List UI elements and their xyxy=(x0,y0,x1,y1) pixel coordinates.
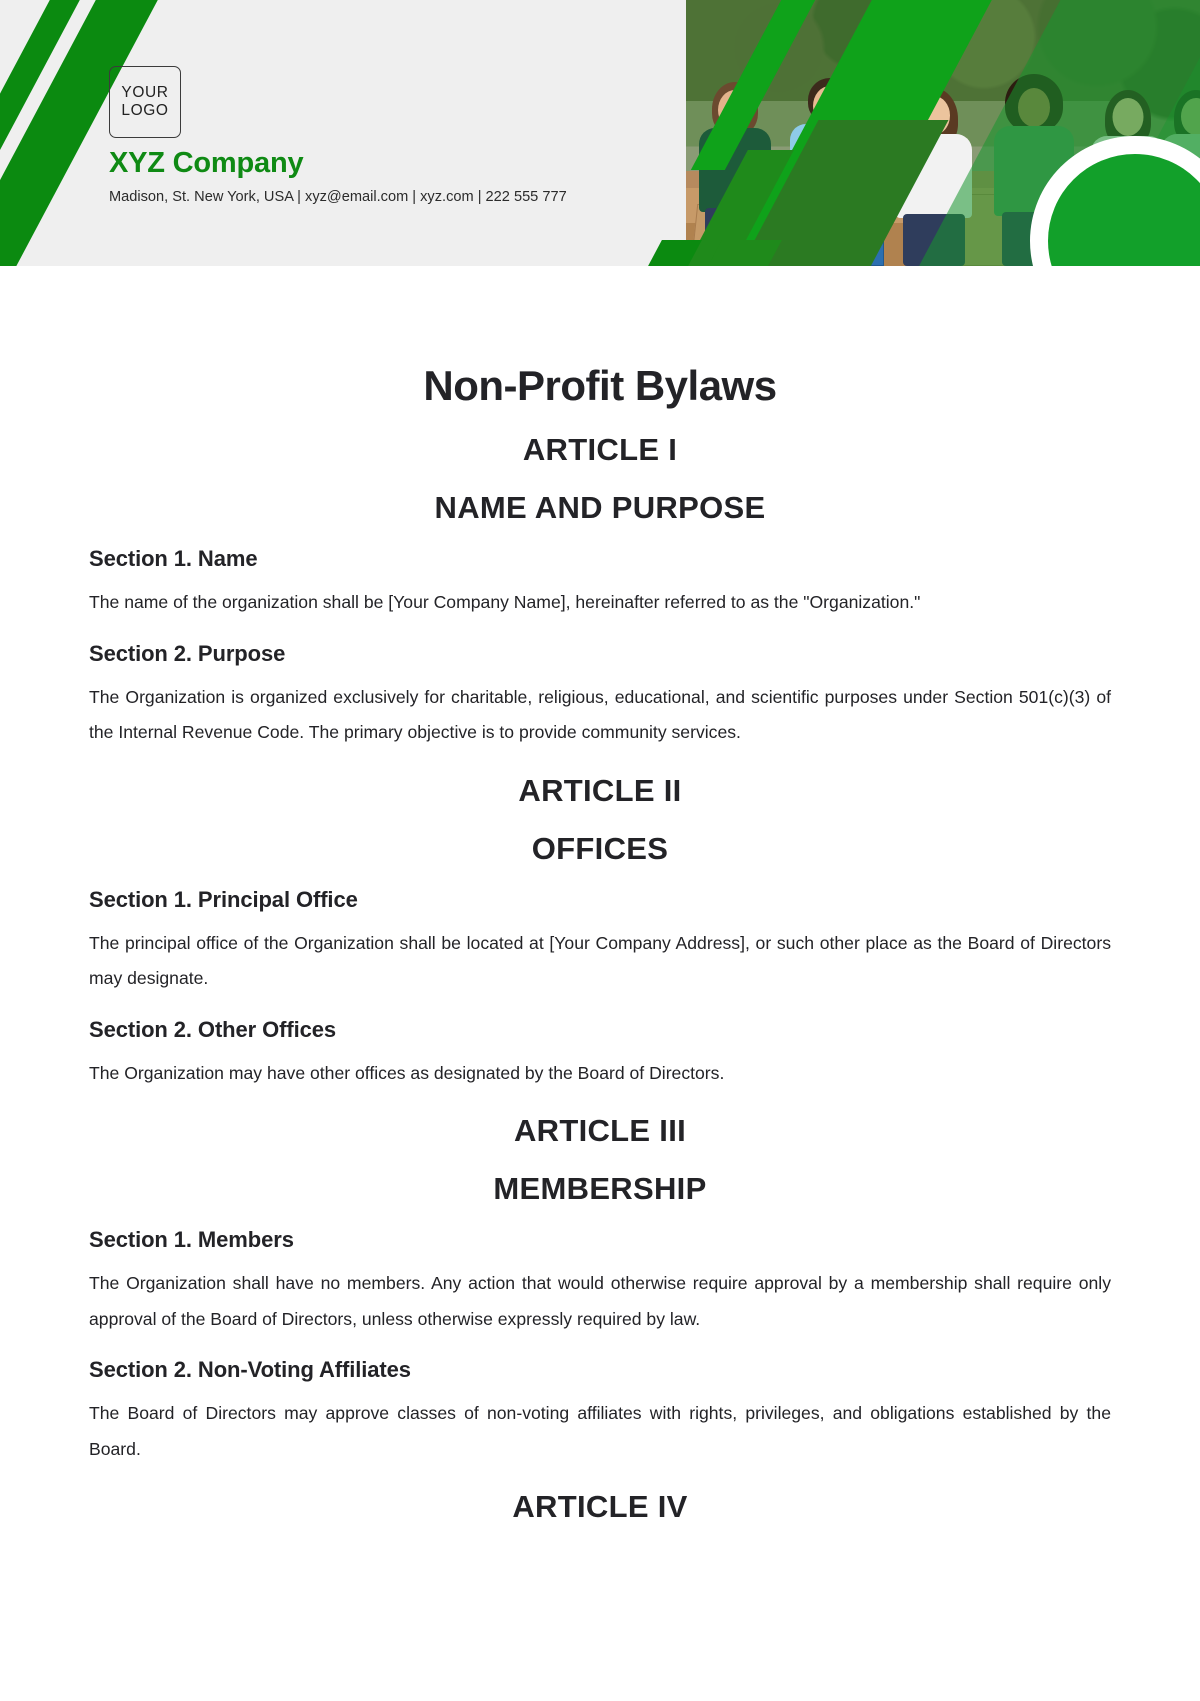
section-paragraph: The Organization may have other offices as designated by the Board of Directors. xyxy=(89,1062,725,1083)
company-name: XYZ Company xyxy=(109,147,304,179)
section-paragraph: The Organization shall have no members. Any action that would otherwise require approval by a membership shall require only approval of the Board of Directors, unless otherwise expressly required by law. xyxy=(89,1273,1111,1329)
section-heading: Section 2. Other Offices xyxy=(89,1016,337,1042)
section-heading: Section 1. Name xyxy=(89,546,258,571)
company-logo-placeholder xyxy=(109,66,181,138)
section-paragraph: The Board of Directors may approve classes of non-voting affiliates with rights, privileges, and obligations established by the Board. xyxy=(89,1403,1111,1459)
document-body xyxy=(0,266,1200,1525)
article-number: ARTICLE IV xyxy=(512,1489,688,1525)
article-number: ARTICLE II xyxy=(518,772,682,808)
section-paragraph: The name of the organization shall be [Your Company Name], hereinafter referred to as the "Organization." xyxy=(89,592,921,612)
article-block xyxy=(89,432,1111,751)
section-heading: Section 1. Members xyxy=(89,1227,294,1253)
section-paragraph: The principal office of the Organization shall be located at [Your Company Address], or such other place as the Board of Directors may designate. xyxy=(89,932,1111,989)
article-number: ARTICLE III xyxy=(513,1113,687,1149)
article-name: MEMBERSHIP xyxy=(493,1171,707,1207)
article-number: ARTICLE I xyxy=(522,432,678,467)
section-heading: Section 2. Purpose xyxy=(89,640,286,666)
article-block xyxy=(89,773,1111,1092)
article-block xyxy=(89,1113,1111,1467)
article-name: NAME AND PURPOSE xyxy=(434,490,766,525)
article-block xyxy=(89,1489,1111,1525)
section-heading: Section 2. Non-Voting Affiliates xyxy=(89,1357,411,1383)
company-contact-line: Madison, St. New York, USA | xyz@email.com | xyz.com | 222 555 777 xyxy=(109,189,567,205)
logo-line-2: LOGO xyxy=(121,102,169,119)
decorative-stripe xyxy=(598,240,702,266)
document-header xyxy=(0,0,1200,266)
section-paragraph: The Organization is organized exclusively for charitable, religious, educational, and scientific purposes under Section 501(c)(3) of the Internal Revenue Code. The primary objective is to provide community services. xyxy=(89,686,1111,743)
section-heading: Section 1. Principal Office xyxy=(89,886,358,912)
company-identity xyxy=(109,66,567,208)
logo-line-1: YOUR xyxy=(121,83,169,101)
article-name: OFFICES xyxy=(531,830,669,866)
page-title: Non-Profit Bylaws xyxy=(423,362,777,409)
